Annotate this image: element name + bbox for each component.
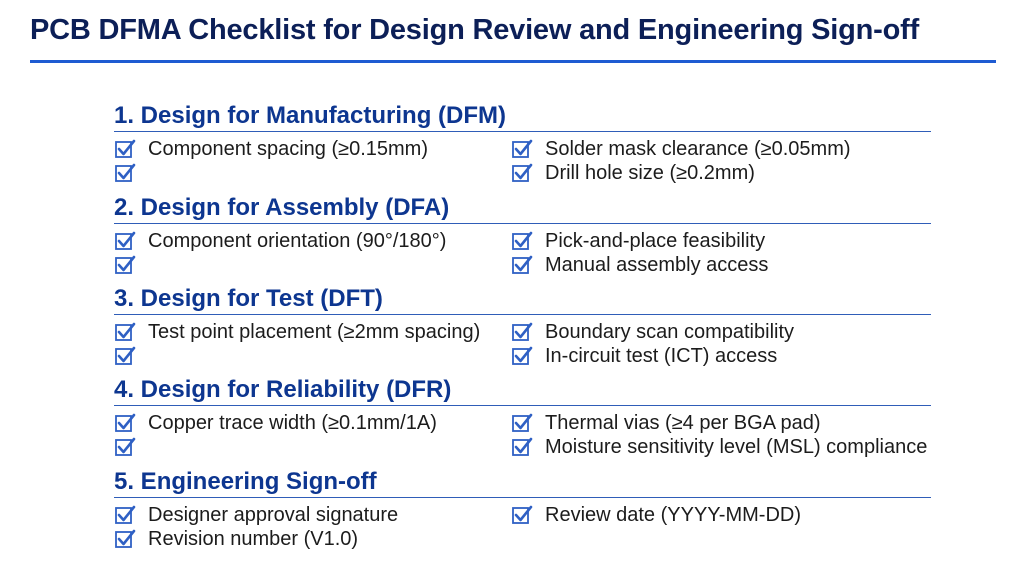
section-heading: 1. Design for Manufacturing (DFM): [114, 102, 506, 129]
checklist-item-label: Test point placement (≥2mm spacing): [148, 321, 481, 343]
section-divider: [114, 314, 931, 315]
checked-box-icon: [114, 504, 136, 526]
checklist-item-label: Drill hole size (≥0.2mm): [545, 162, 755, 184]
checklist-row: [114, 229, 931, 253]
checklist-item: [511, 320, 794, 344]
checklist-row: [114, 161, 931, 185]
checklist-item: [114, 320, 480, 344]
checklist-item-label: Component orientation (90°/180°): [148, 230, 447, 252]
checked-box-icon: [114, 412, 136, 434]
checked-box-icon: [511, 412, 533, 434]
checklist-row: [114, 344, 931, 368]
checklist-item: [114, 137, 428, 161]
section-divider: [114, 131, 931, 132]
checklist-item-label: Revision number (V1.0): [148, 528, 359, 550]
checklist-item-label: In-circuit test (ICT) access: [545, 345, 778, 367]
checked-box-icon: [511, 138, 533, 160]
checklist-item: [511, 253, 768, 277]
checklist-item: [114, 527, 358, 551]
checklist-item: [114, 503, 398, 527]
title-underline: [30, 60, 996, 63]
section-heading: 2. Design for Assembly (DFA): [114, 194, 450, 221]
checklist-item: [511, 161, 755, 185]
checked-box-icon: [511, 162, 533, 184]
checklist-item-label: Review date (YYYY-MM-DD): [545, 504, 801, 526]
checklist-item-label: Boundary scan compatibility: [545, 321, 795, 343]
checklist-row: [114, 411, 931, 435]
checklist-section: [114, 101, 931, 185]
checklist-item: [114, 229, 446, 253]
section-heading: 4. Design for Reliability (DFR): [114, 376, 452, 403]
checklist-item: [114, 411, 437, 435]
checklist-item-label: Copper trace width (≥0.1mm/1A): [148, 412, 437, 434]
checklist-section: [114, 375, 931, 459]
checklist-item: [114, 253, 148, 277]
checked-box-icon: [511, 321, 533, 343]
checklist-row: [114, 320, 931, 344]
checked-box-icon: [114, 528, 136, 550]
checklist-item: [511, 411, 821, 435]
section-divider: [114, 223, 931, 224]
checked-box-icon: [114, 321, 136, 343]
checked-box-icon: [114, 254, 136, 276]
checked-box-icon: [114, 162, 136, 184]
checklist-item-label: Thermal vias (≥4 per BGA pad): [545, 412, 821, 434]
page-title: PCB DFMA Checklist for Design Review and Engineering Sign-off: [30, 14, 920, 46]
checklist-row: [114, 435, 931, 459]
checklist-row: [114, 503, 931, 527]
section-divider: [114, 405, 931, 406]
checklist-section: [114, 467, 931, 551]
checklist-item: [511, 137, 851, 161]
checklist-row: [114, 527, 931, 551]
checked-box-icon: [511, 345, 533, 367]
checklist-item: [511, 503, 801, 527]
checked-box-icon: [114, 345, 136, 367]
checklist-item-label: Moisture sensitivity level (MSL) compliance: [545, 436, 928, 458]
checked-box-icon: [114, 138, 136, 160]
checked-box-icon: [114, 230, 136, 252]
checklist-item-label: Solder mask clearance (≥0.05mm): [545, 138, 851, 160]
section-heading: 5. Engineering Sign-off: [114, 468, 377, 495]
section-heading: 3. Design for Test (DFT): [114, 285, 383, 312]
checklist-item-label: Manual assembly access: [545, 254, 769, 276]
checked-box-icon: [511, 254, 533, 276]
checked-box-icon: [511, 436, 533, 458]
checklist-section: [114, 193, 931, 277]
checklist-item-label: Component spacing (≥0.15mm): [148, 138, 428, 160]
checklist-item-label: Designer approval signature: [148, 504, 399, 526]
checklist-item: [511, 435, 927, 459]
checklist-row: [114, 137, 931, 161]
checklist-item: [114, 161, 148, 185]
checklist-item: [114, 435, 148, 459]
checked-box-icon: [511, 230, 533, 252]
checked-box-icon: [511, 504, 533, 526]
section-divider: [114, 497, 931, 498]
checked-box-icon: [114, 436, 136, 458]
checklist-item: [114, 344, 148, 368]
checklist-item: [511, 229, 765, 253]
checklist-item-label: Pick-and-place feasibility: [545, 230, 766, 252]
checklist-section: [114, 284, 931, 368]
checklist-row: [114, 253, 931, 277]
checklist-item: [511, 344, 777, 368]
